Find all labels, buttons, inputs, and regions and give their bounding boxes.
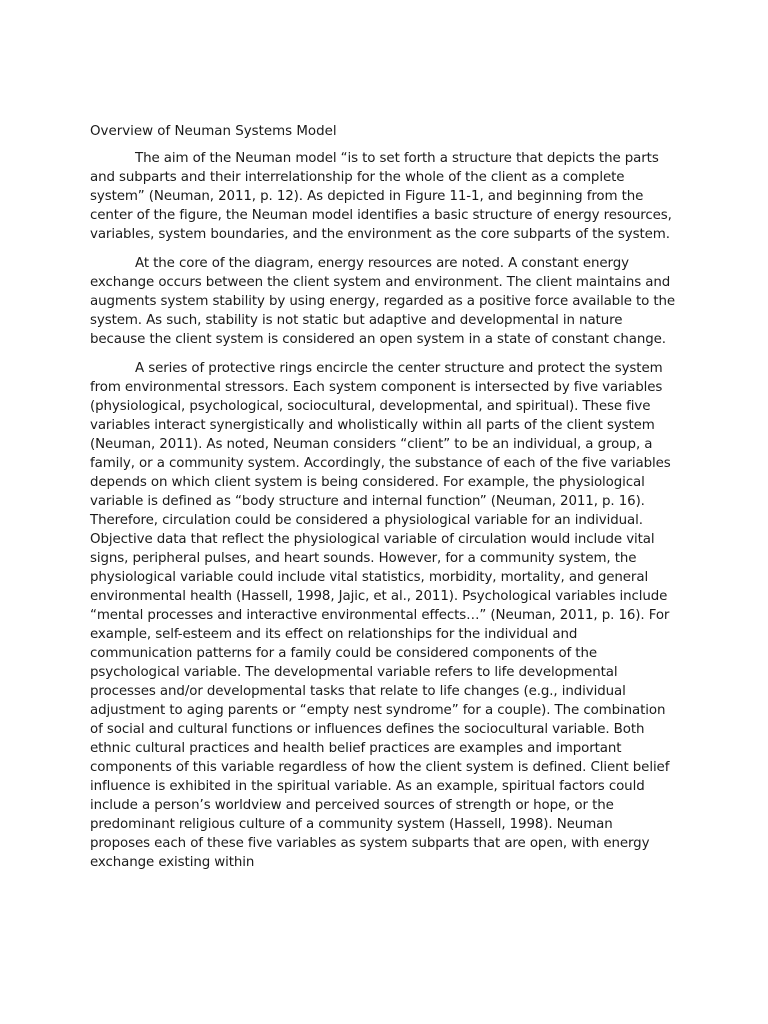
section-heading: Overview of Neuman Systems Model bbox=[90, 124, 337, 139]
paragraph-2: At the core of the diagram, energy resources are noted. A constant energy exchange occurs between the client system and environment. The client maintains and augments system stability by using energy, regarded as a positive force available to the system. As such, stability is not static but adaptive and developmental in nature because the client system is considered an open system in a state of constant change. bbox=[90, 256, 676, 347]
paragraph-3: A series of protective rings encircle the center structure and protect the system from environmental stressors. Each system component is intersected by five variables (physiological, psychological, sociocultural, developmental, and spiritual). These five variables interact synergistically and wholistically within all parts of the client system (Neuman, 2011). As noted, Neuman considers “client” to be an individual, a group, a family, or a community system. Accordingly, the substance of each of the five variables depends on which client system is being considered. For example, the physiological variable is defined as “body structure and internal function” (Neuman, 2011, p. 16). Therefore, circulation could be considered a physiological variable for an individual. Objective data that reflect the physiological variable of circulation would include vital signs, peripheral pulses, and heart sounds. However, for a community system, the physiological variable could include vital statistics, morbidity, mortality, and general environmental health (Hassell, 1998, Jajic, et al., 2011). Psychological variables include “mental processes and interactive environmental effects…” (Neuman, 2011, p. 16). For example, self-esteem and its effect on relationships for the individual and communication patterns for a family could be considered components of the psychological variable. The developmental variable refers to life developmental processes and/or developmental tasks that relate to life changes (e.g., individual adjustment to aging parents or “empty nest syndrome” for a couple). The combination of social and cultural functions or influences defines the sociocultural variable. Both ethnic cultural practices and health belief practices are examples and important components of this variable regardless of how the client system is defined. Client belief influence is exhibited in the spiritual variable. As an example, spiritual factors could include a person’s worldview and perceived sources of strength or hope, or the predominant religious culture of a community system (Hassell, 1998). Neuman proposes each of these five variables as system subparts that are open, with energy exchange existing within bbox=[90, 361, 671, 870]
document-page bbox=[90, 122, 676, 882]
paragraph-1: The aim of the Neuman model “is to set forth a structure that depicts the parts and subparts and their interrelationship for the whole of the client as a complete system” (Neuman, 2011, p. 12). As depicted in Figure 11-1, and beginning from the center of the figure, the Neuman model identifies a basic structure of energy resources, variables, system boundaries, and the environment as the core subparts of the system. bbox=[90, 151, 672, 242]
